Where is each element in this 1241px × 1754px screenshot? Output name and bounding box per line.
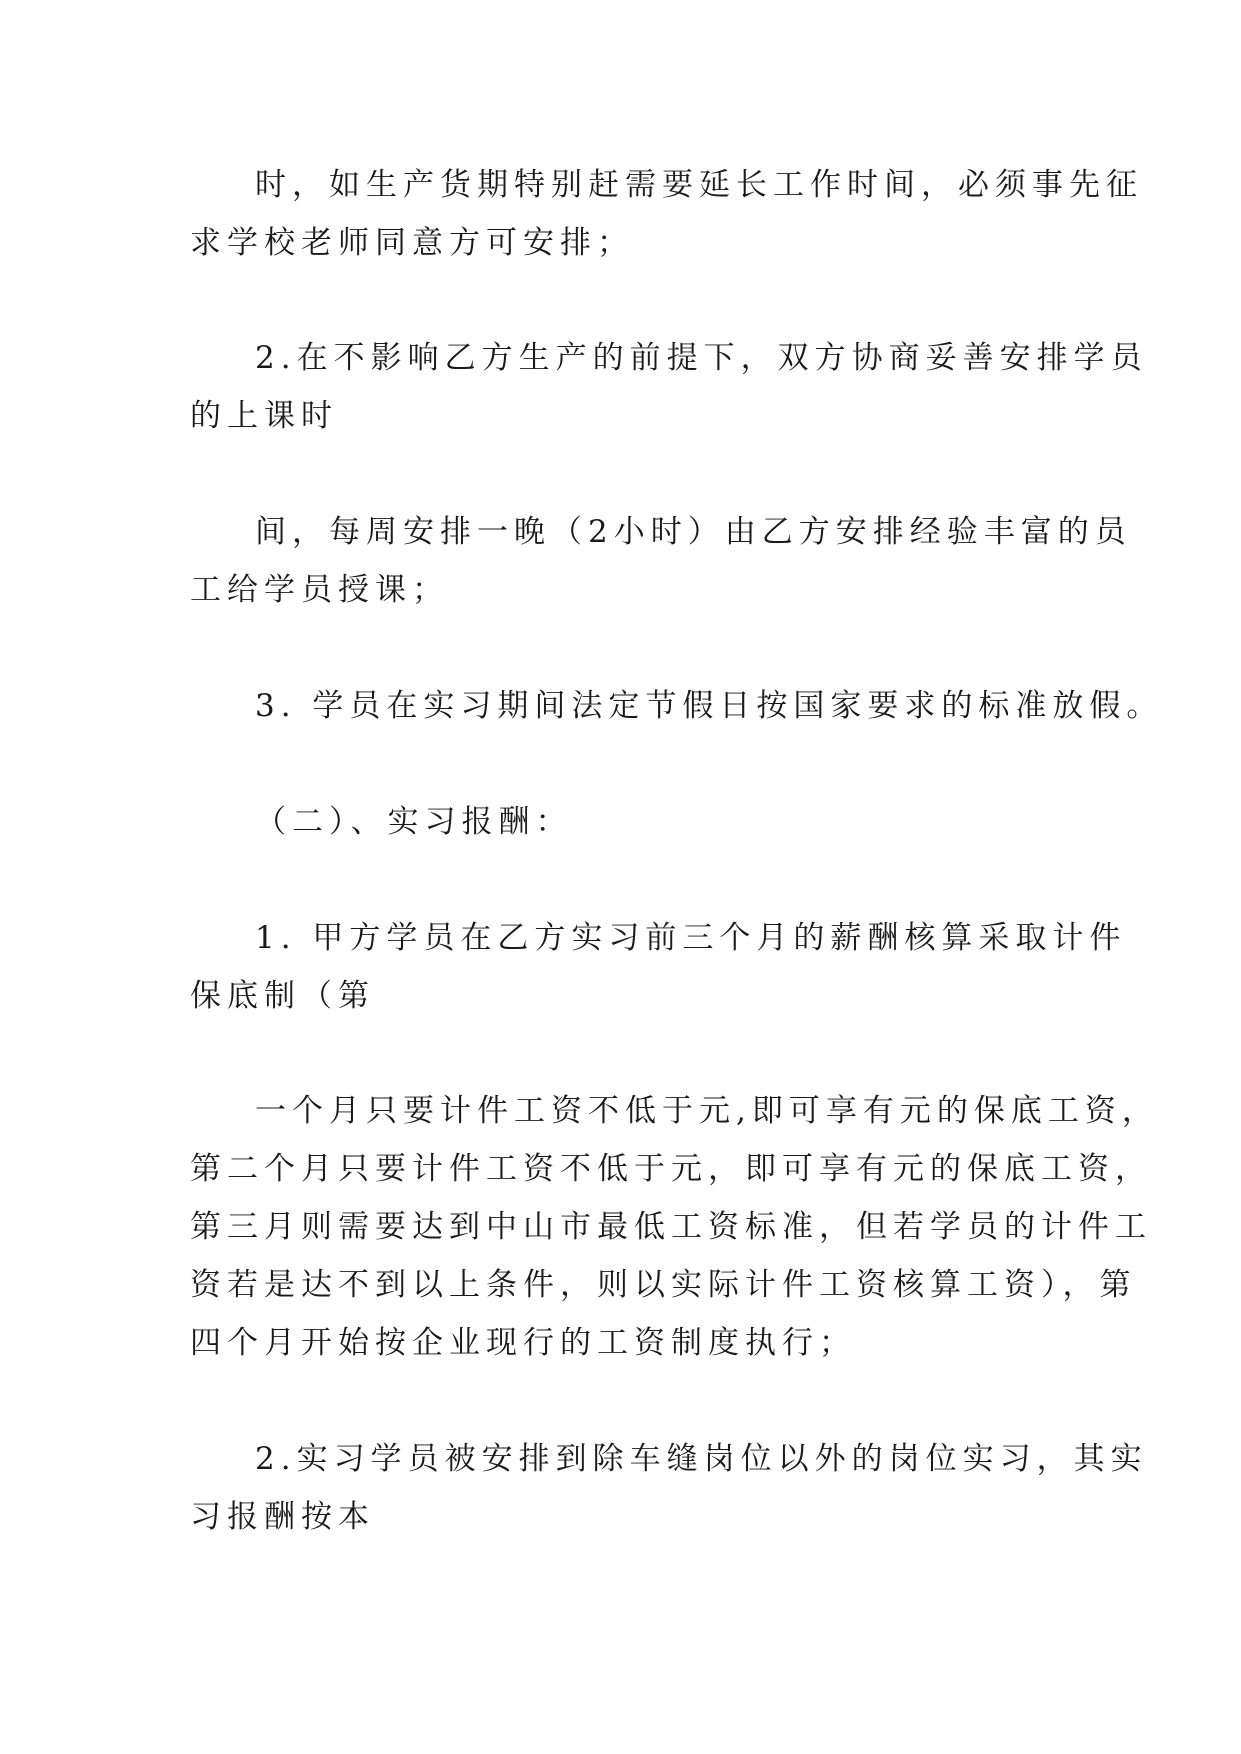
paragraph-line: 工给学员授课； [190, 572, 449, 608]
paragraph-line: 求学校老师同意方可安排； [190, 225, 634, 261]
paragraph-line: 四个月开始按企业现行的工资制度执行； [190, 1325, 856, 1361]
paragraph-line: 保底制（第 [190, 978, 375, 1014]
paragraph-line: 2.实习学员被安排到除车缝岗位以外的岗位实习，其实 [255, 1441, 1148, 1477]
paragraph-line: 第三月则需要达到中山市最低工资标准，但若学员的计件工 [190, 1209, 1152, 1245]
paragraph-line: 1. 甲方学员在乙方实习前三个月的薪酬核算采取计件 [255, 920, 1127, 956]
paragraph-line: 一个月只要计件工资不低于元,即可享有元的保底工资， [255, 1093, 1159, 1129]
paragraph-line: 3. 学员在实习期间法定节假日按国家要求的标准放假。 [255, 688, 1164, 724]
paragraph-line: 时，如生产货期特别赶需要延长工作时间，必须事先征 [255, 167, 1143, 203]
paragraph-line: 2.在不影响乙方生产的前提下，双方协商妥善安排学员 [255, 340, 1148, 376]
paragraph-line: 间，每周安排一晚（2小时）由乙方安排经验丰富的员 [255, 514, 1132, 550]
paragraph-line: 习报酬按本 [190, 1499, 375, 1535]
paragraph-line: 的上课时 [190, 398, 338, 434]
paragraph-line: 第二个月只要计件工资不低于元，即可享有元的保底工资， [190, 1151, 1152, 1187]
paragraph-line: 资若是达不到以上条件，则以实际计件工资核算工资），第 [190, 1267, 1137, 1303]
section-heading: （二）、实习报酬： [255, 804, 573, 840]
